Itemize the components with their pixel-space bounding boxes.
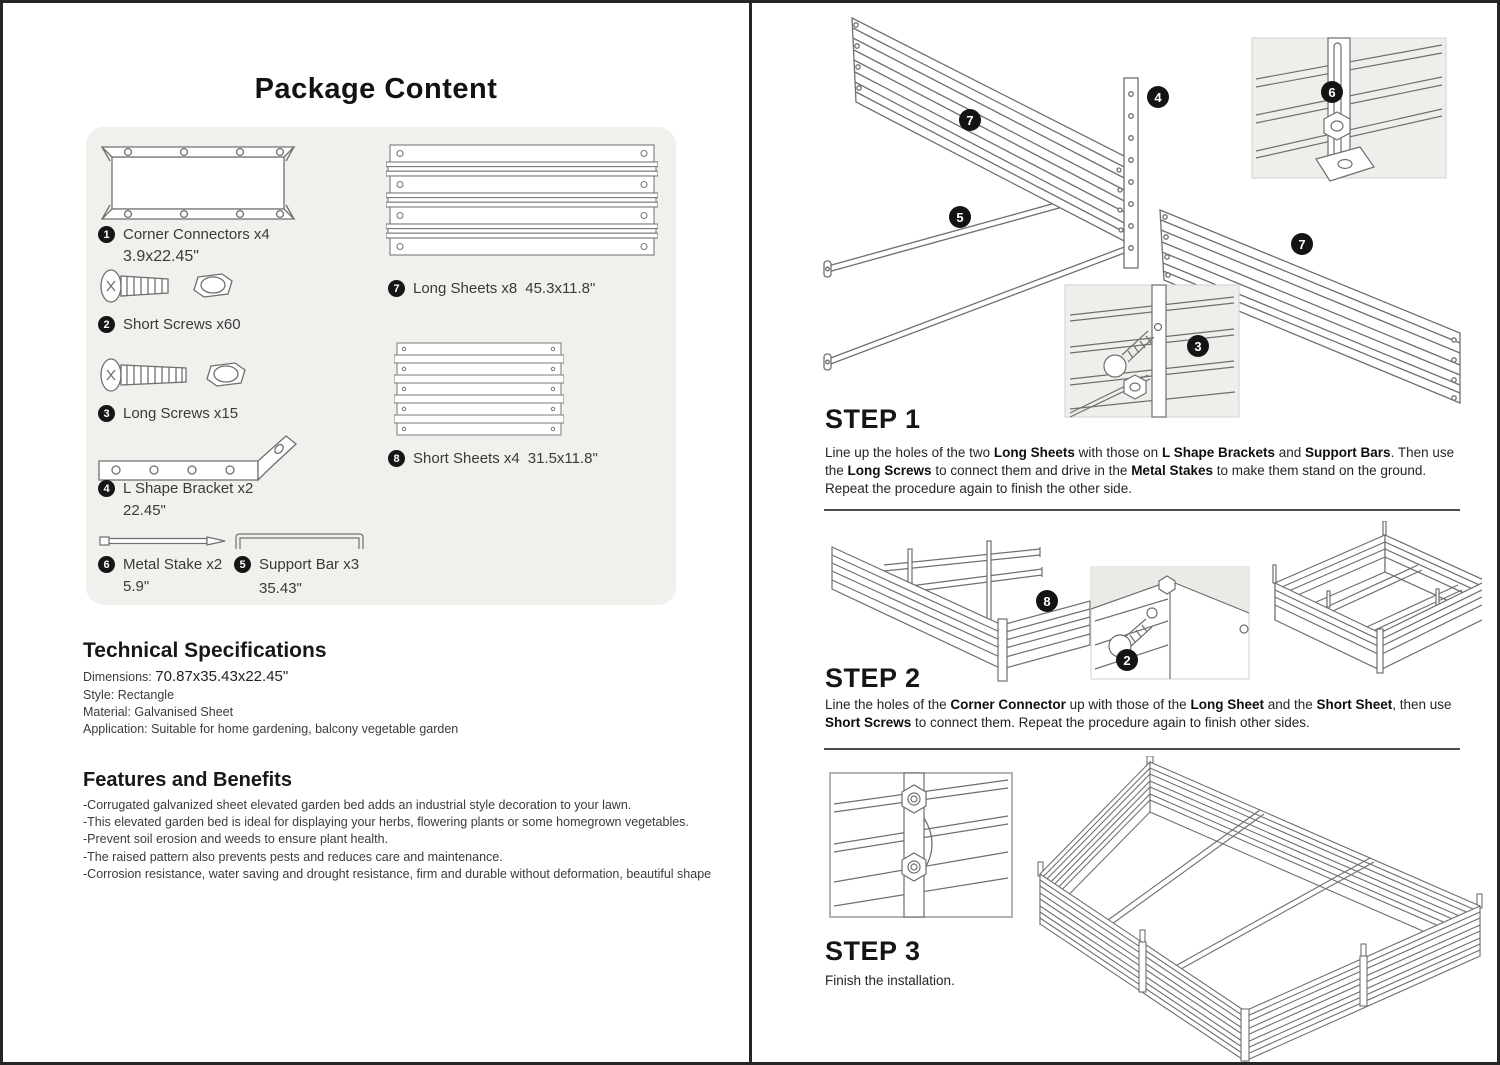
part-dimension: 35.43" — [259, 579, 302, 597]
part-label: L Shape Bracket x2 — [123, 480, 254, 497]
metal-stake-illustration — [98, 534, 228, 548]
part-number-badge: 5 — [234, 556, 251, 573]
part-item — [98, 225, 270, 267]
part-dimension: 31.5x11.8" — [527, 450, 598, 467]
part-number-badge: 1 — [98, 226, 115, 243]
part-item — [98, 479, 253, 520]
diagram-badge-long-screw: 3 — [1187, 335, 1209, 357]
part-number-badge: 7 — [388, 280, 405, 297]
part-item — [234, 555, 359, 598]
part-item — [98, 315, 241, 335]
feature-item: -Corrosion resistance, water saving and drought resistance, firm and durable without deformation, beautiful shape — [83, 866, 712, 881]
feature-item: -This elevated garden bed is ideal for displaying your herbs, flowering plants or some homegrown vegetables. — [83, 815, 689, 830]
step3-heading: STEP 3 — [825, 936, 921, 966]
part-label: Support Bar x3 — [259, 556, 360, 573]
long-sheet-illustration — [386, 143, 658, 271]
tech-specs-heading: Technical Specifications — [83, 639, 327, 662]
section-divider — [824, 748, 1460, 750]
diagram-badge-long-sheet: 7 — [1291, 233, 1313, 255]
part-number-badge: 6 — [98, 556, 115, 573]
part-number-badge: 2 — [98, 316, 115, 333]
step2-text: Line the holes of the Corner Connector up with those of the Long Sheet and the Short Sheet, then use Short Screws to connect them. Repeat the procedure again to finish other sides. — [825, 697, 1452, 730]
part-item — [98, 404, 238, 424]
feature-item: -Prevent soil erosion and weeds to ensure plant health. — [83, 832, 389, 847]
part-dimension: 45.3x11.8" — [525, 280, 596, 297]
package-content-panel — [86, 127, 676, 605]
step1-text: Line up the holes of the two Long Sheets with those on L Shape Brackets and Support Bars. Then use the Long Screws to connect them and drive in the Metal Stakes to make them stand on the ground. Repeat the procedure again to finish the other side. — [825, 445, 1455, 496]
part-number-badge: 8 — [388, 450, 405, 467]
short-screw-illustration — [98, 267, 238, 305]
part-label: Long Sheets x8 — [413, 280, 518, 297]
part-number-badge: 4 — [98, 480, 115, 497]
diagram-badge-long-sheet: 7 — [959, 109, 981, 131]
step3-diagram — [818, 756, 1498, 1062]
feature-item: -The raised pattern also prevents pests and reduces care and maintenance. — [83, 849, 503, 864]
spec-dimensions-label: Dimensions: — [83, 670, 152, 684]
corner-connector-illustration — [98, 141, 298, 225]
part-item — [388, 279, 595, 299]
features-heading: Features and Benefits — [83, 769, 292, 791]
step1-diagram — [818, 15, 1482, 423]
diagram-badge-metal-stake: 6 — [1321, 81, 1343, 103]
section-divider — [824, 509, 1460, 511]
support-bar-illustration — [232, 529, 367, 553]
diagram-badge-short-screw: 2 — [1116, 649, 1138, 671]
page-package-content — [3, 3, 749, 1062]
part-number-badge: 3 — [98, 405, 115, 422]
spec-dimensions — [83, 668, 288, 685]
spec-application: Application: Suitable for home gardening, balcony vegetable garden — [83, 722, 459, 736]
spec-style: Style: Rectangle — [83, 688, 175, 702]
page-assembly-steps — [749, 3, 1500, 1062]
features-list — [83, 797, 713, 883]
diagram-badge-support-bar: 5 — [949, 206, 971, 228]
part-item — [388, 449, 598, 469]
long-screw-illustration — [98, 355, 253, 395]
page-title: Package Content — [254, 73, 498, 105]
step2-heading: STEP 2 — [825, 663, 921, 693]
diagram-badge-short-sheet: 8 — [1036, 590, 1058, 612]
short-sheet-illustration — [394, 341, 564, 445]
part-item — [98, 555, 222, 596]
diagram-badge-l-bracket: 4 — [1147, 86, 1169, 108]
part-label: Long Screws x15 — [123, 405, 239, 422]
part-dimension: 3.9x22.45" — [123, 247, 199, 265]
feature-item: -Corrugated galvanized sheet elevated garden bed adds an industrial style decoration to your lawn. — [83, 798, 632, 812]
part-dimension: 22.45" — [123, 501, 166, 519]
spec-dimensions-value: 70.87x35.43x22.45" — [155, 668, 289, 685]
part-label: Metal Stake x2 — [123, 556, 223, 573]
step1-heading: STEP 1 — [825, 404, 921, 434]
part-label: Short Sheets x4 — [413, 450, 520, 467]
part-label: Corner Connectors x4 — [123, 226, 270, 243]
part-dimension: 5.9" — [123, 577, 150, 595]
part-label: Short Screws x60 — [123, 316, 241, 333]
spec-material: Material: Galvanised Sheet — [83, 705, 234, 719]
step3-text: Finish the installation. — [825, 973, 955, 988]
